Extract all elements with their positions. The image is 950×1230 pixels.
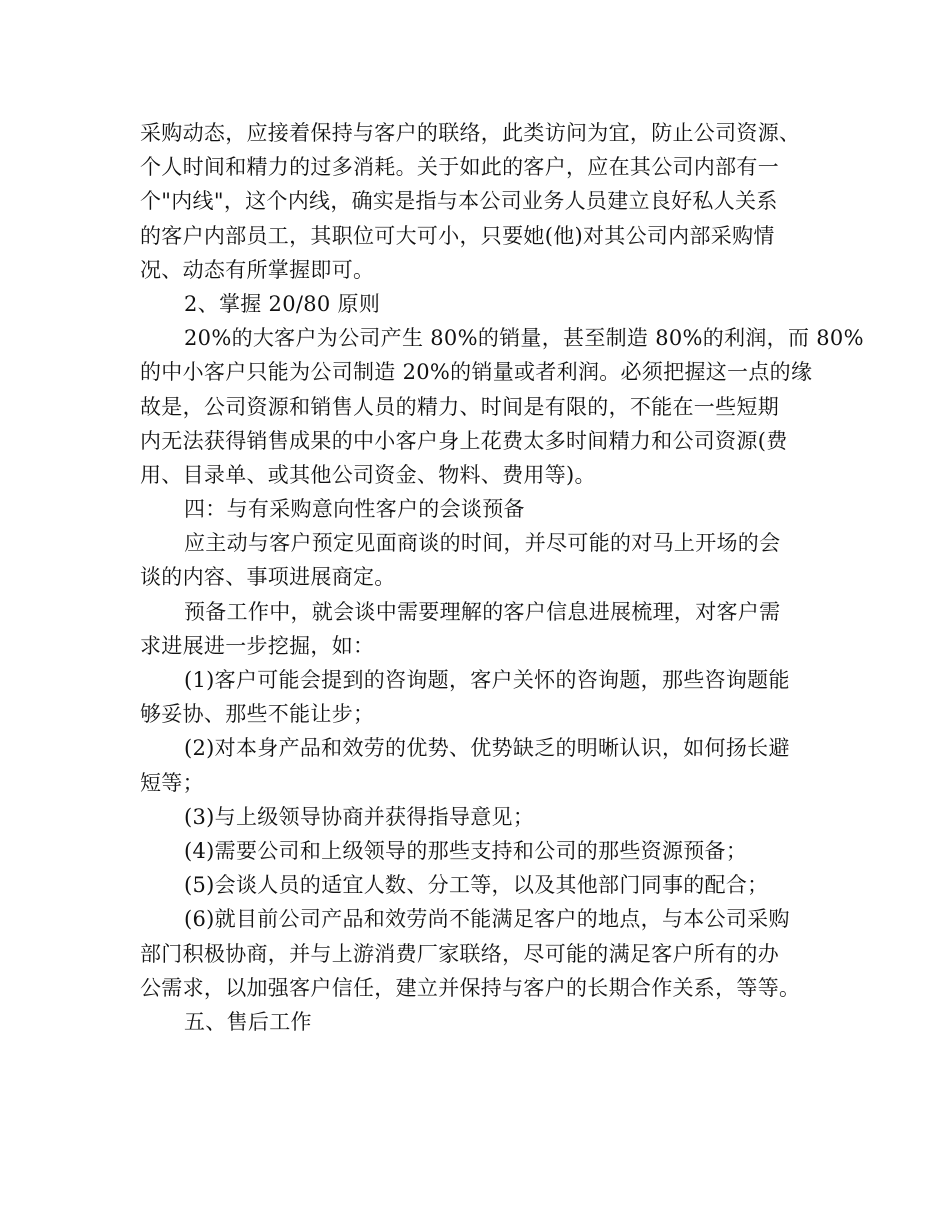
text-line: 用、目录单、或其他公司资金、物料、费用等)。 [140, 462, 596, 487]
list-item: (6)就目前公司产品和效劳尚不能满足客户的地点，与本公司采购 [184, 907, 790, 932]
text-line: 故是，公司资源和销售人员的精力、时间是有限的，不能在一些短期 [140, 394, 779, 419]
text-line: 个人时间和精力的过多消耗。关于如此的客户，应在其公司内部有一 [140, 155, 779, 180]
text-line: 谈的内容、事项进展商定。 [140, 565, 396, 590]
text-line: 的客户内部员工，其职位可大可小，只要她(他)对其公司内部采购情 [140, 223, 775, 248]
list-item: (5)会谈人员的适宜人数、分工等，以及其他部门同事的配合； [184, 873, 769, 898]
text-line: 个"内线"，这个内线，确实是指与本公司业务人员建立良好私人关系 [140, 189, 778, 214]
text-line: 求进展进一步挖掘，如： [140, 633, 375, 658]
text-line: 况、动态有所掌握即可。 [140, 257, 375, 282]
section-heading: 四：与有采购意向性客户的会谈预备 [184, 497, 525, 522]
text-line: 够妥协、那些不能让步； [140, 702, 375, 727]
text-line: 的中小客户只能为公司制造 20%的销量或者利润。必须把握这一点的缘 [140, 360, 813, 385]
text-line: 采购动态，应接着保持与客户的联络，此类访问为宜，防止公司资源、 [140, 121, 801, 145]
text-line: 公需求，以加强客户信任，建立并保持与客户的长期合作关系，等等。 [140, 975, 801, 1000]
document-body [140, 116, 864, 1039]
text-line: 短等； [140, 770, 204, 795]
text-line: 20%的大客户为公司产生 80%的销量，甚至制造 80%的利润，而 80% [184, 326, 864, 351]
list-item: (3)与上级领导协商并获得指导意见； [184, 804, 535, 829]
list-item: (2)对本身产品和效劳的优势、优势缺乏的明晰认识，如何扬长避 [184, 736, 790, 761]
text-line: 部门积极协商，并与上游消费厂家联络，尽可能的满足客户所有的办 [140, 941, 779, 966]
list-item: (4)需要公司和上级领导的那些支持和公司的那些资源预备； [184, 838, 748, 863]
list-item: (1)客户可能会提到的咨询题，客户关怀的咨询题，那些咨询题能 [184, 668, 790, 692]
text-line: 内无法获得销售成果的中小客户身上花费太多时间精力和公司资源(费 [140, 428, 788, 453]
text-line: 预备工作中，就会谈中需要理解的客户信息进展梳理，对客户需 [184, 599, 781, 624]
section-heading: 2、掌握 20/80 原则 [184, 291, 381, 316]
text-line: 应主动与客户预定见面商谈的时间，并尽可能的对马上开场的会 [184, 531, 781, 556]
section-heading: 五、售后工作 [184, 1009, 312, 1034]
